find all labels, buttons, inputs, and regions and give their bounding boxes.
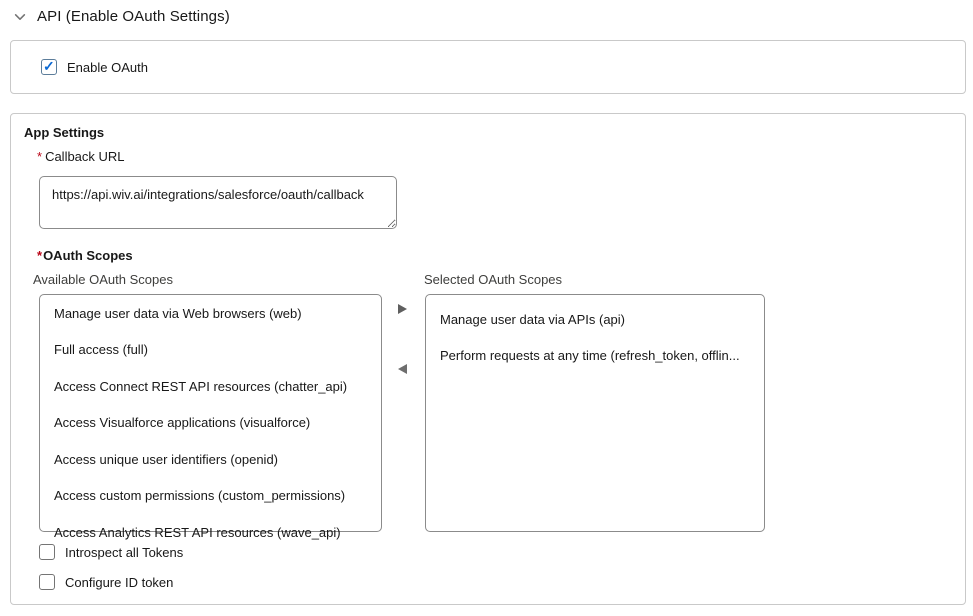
selected-scopes-listbox[interactable] [425,294,765,532]
section-title: API (Enable OAuth Settings) [37,8,230,25]
introspect-tokens-row [39,544,183,560]
oauth-scopes-label: * OAuth Scopes [37,248,133,263]
scope-option[interactable]: Access Connect REST API resources (chatter_api) [54,378,348,394]
move-to-selected-button[interactable] [395,302,409,316]
available-scopes-listbox[interactable] [39,294,382,540]
introspect-tokens-label: Introspect all Tokens [65,544,184,560]
required-asterisk: * [37,149,43,164]
required-asterisk: * [37,248,43,263]
chevron-down-icon [13,10,27,24]
selected-scopes-label: Selected OAuth Scopes [424,272,563,287]
scope-option[interactable]: Perform requests at any time (refresh_token, offlin... [440,348,740,364]
enable-oauth-label: Enable OAuth [67,59,148,75]
section-header [12,8,230,25]
enable-oauth-row [41,59,148,75]
scope-option[interactable]: Access unique user identifiers (openid) [54,451,279,467]
available-scopes-label: Available OAuth Scopes [33,272,173,287]
right-arrow-icon [398,304,407,314]
app-settings-heading: App Settings [24,125,105,140]
scope-option[interactable]: Access custom permissions (custom_permissions) [54,488,346,504]
configure-id-token-row [39,574,173,590]
move-to-available-button[interactable] [395,362,409,376]
configure-id-token-checkbox[interactable] [39,574,55,590]
enable-oauth-checkbox[interactable] [41,59,57,75]
scope-option[interactable]: Access Analytics REST API resources (wave_api) [54,524,341,540]
left-arrow-icon [398,364,407,374]
app-settings-panel [10,113,966,605]
enable-oauth-panel [10,40,966,94]
scope-option[interactable]: Access Visualforce applications (visualforce) [54,415,311,431]
scope-option[interactable]: Manage user data via APIs (api) [440,311,625,327]
scope-option[interactable]: Manage user data via Web browsers (web) [54,305,302,321]
introspect-tokens-checkbox[interactable] [39,544,55,560]
section-collapse-button[interactable] [12,9,28,25]
scope-option[interactable]: Full access (full) [54,342,148,358]
callback-url-input[interactable] [39,176,397,229]
configure-id-token-label: Configure ID token [65,574,174,590]
callback-url-label: * Callback URL [37,149,125,164]
